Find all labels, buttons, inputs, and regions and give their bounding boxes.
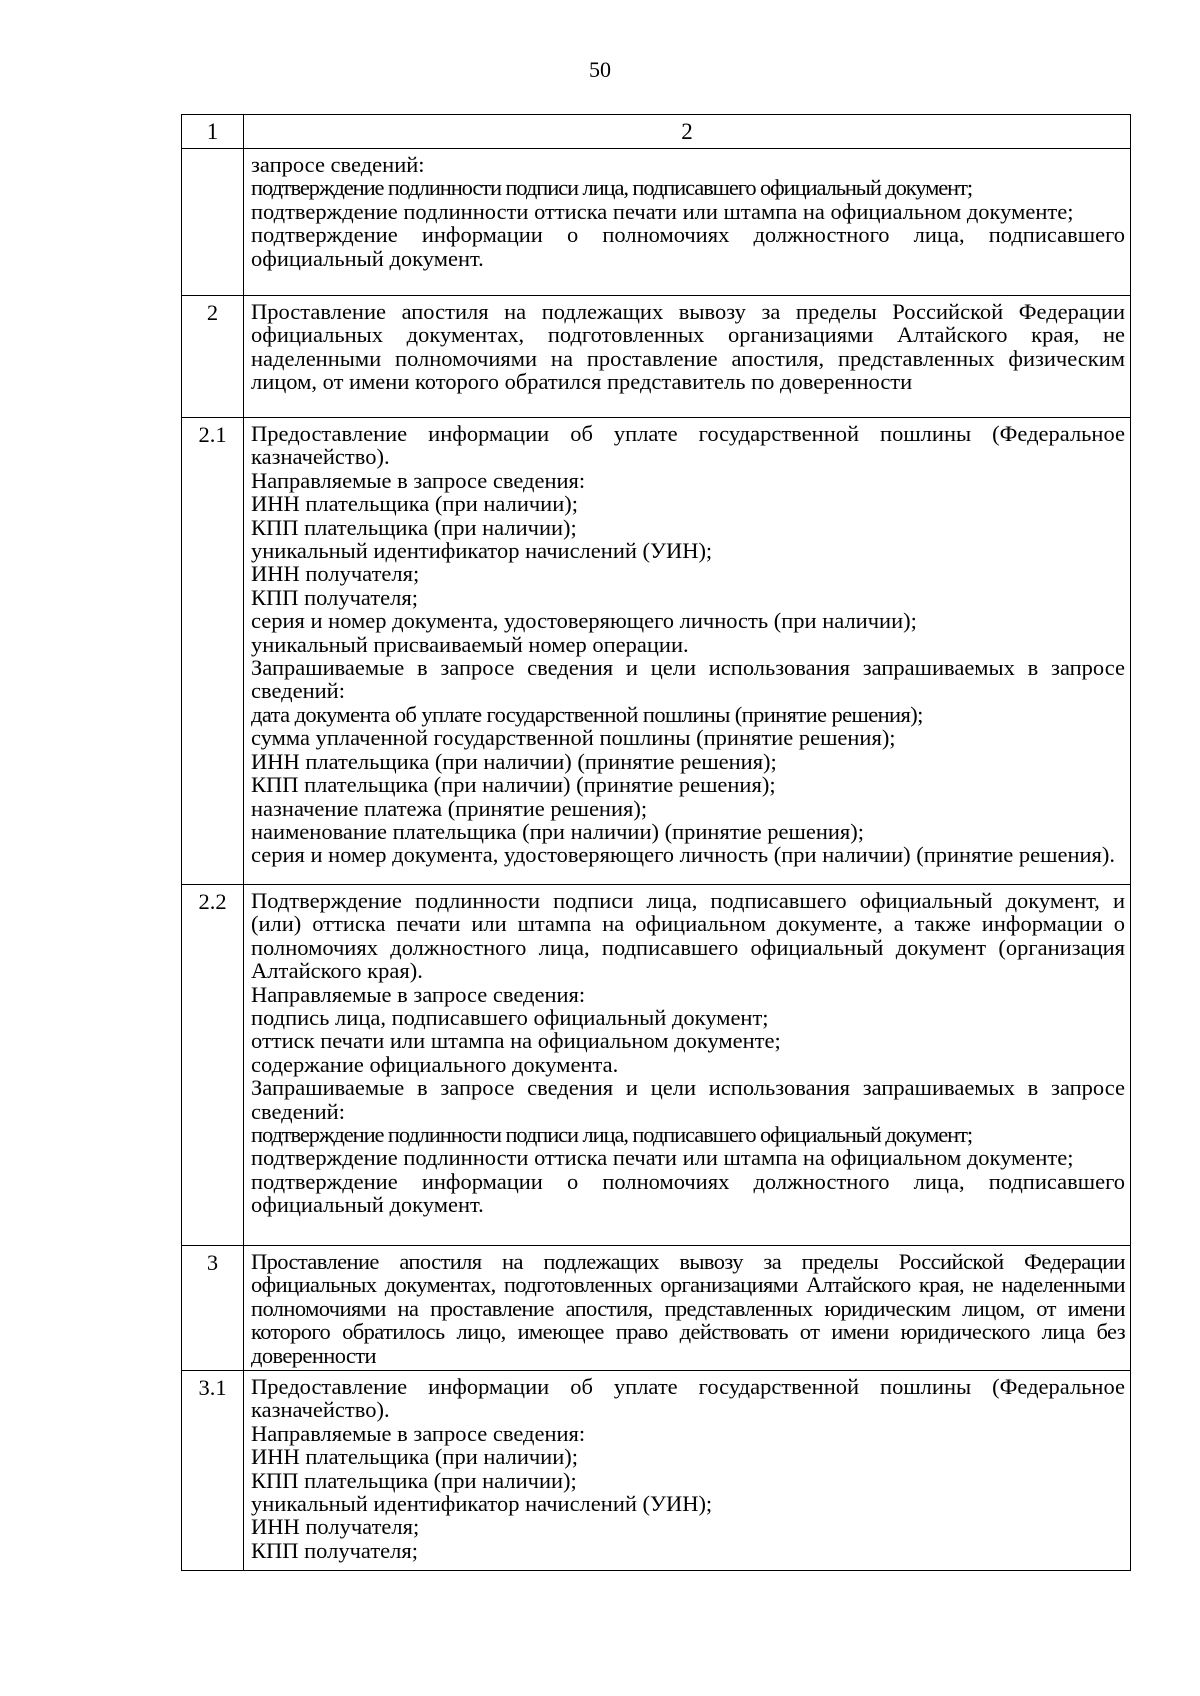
- text-line: содержание официального документа.: [251, 1051, 619, 1077]
- text-line: Проставление апостиля на подлежащих вывозу за пределы Российской Федерации официальных документах, подготовленных организациями Алтайского края, не наделенными полномочиями на проставление апостиля, представленных юридическим лицом, от имени которого обратилось лицо, имеющее право действовать от имени юридического лица без доверенности: [251, 1249, 1125, 1368]
- row-number: 2: [182, 296, 244, 418]
- page-number: 50: [589, 57, 611, 82]
- document-table: [181, 114, 1131, 1571]
- row-number: 2.1: [182, 418, 244, 885]
- row-content: [244, 885, 1131, 1246]
- table-row: [182, 149, 1131, 296]
- text-line: сумма уплаченной государственной пошлины (принятие решения);: [251, 725, 896, 751]
- text-line: подтверждение подлинности оттиска печати или штампа на официальном документе;: [251, 1145, 1074, 1171]
- row-content: [244, 1246, 1131, 1371]
- table-row: [182, 885, 1131, 1246]
- header-column-1: 1: [182, 115, 244, 149]
- text-line: КПП получателя;: [251, 1537, 418, 1563]
- text-line: Направляемые в запросе сведения:: [251, 1420, 586, 1446]
- text-line: ИНН получателя;: [251, 1514, 420, 1540]
- row-content: [244, 418, 1131, 885]
- text-line: подпись лица, подписавшего официальный документ;: [251, 1005, 769, 1031]
- text-line: подтверждение подлинности подписи лица, подписавшего официальный документ;: [251, 1122, 972, 1148]
- row-number: 3.1: [182, 1371, 244, 1571]
- row-content: [244, 296, 1131, 418]
- text-line: КПП плательщика (при наличии) (принятие решения);: [251, 772, 776, 798]
- text-line: оттиск печати или штампа на официальном документе;: [251, 1028, 781, 1054]
- table-row: [182, 1246, 1131, 1371]
- text-line: ИНН плательщика (при наличии) (принятие решения);: [251, 748, 777, 774]
- text-line: ИНН плательщика (при наличии);: [251, 1444, 579, 1470]
- text-line: ИНН получателя;: [251, 561, 420, 587]
- text-line: КПП получателя;: [251, 584, 418, 610]
- text-line: КПП плательщика (при наличии);: [251, 514, 577, 540]
- text-line: дата документа об уплате государственной пошлины (принятие решения);: [251, 701, 923, 727]
- text-line: Запрашиваемые в запросе сведения и цели использования запрашиваемых в запросе сведений:: [251, 1075, 1125, 1124]
- row-number: 3: [182, 1246, 244, 1371]
- text-line: серия и номер документа, удостоверяющего личность (при наличии);: [251, 608, 917, 634]
- text-line: подтверждение информации о полномочиях должностного лица, подписавшего официальный документ.: [251, 1168, 1125, 1218]
- header-column-2: 2: [244, 115, 1131, 149]
- table-header-row: [182, 115, 1131, 149]
- table-row: [182, 296, 1131, 418]
- text-line: наименование плательщика (при наличии) (принятие решения);: [251, 818, 865, 844]
- text-line: назначение платежа (принятие решения);: [251, 795, 648, 821]
- text-line: Запрашиваемые в запросе сведения и цели использования запрашиваемых в запросе сведений:: [251, 655, 1125, 704]
- text-line: КПП плательщика (при наличии);: [251, 1467, 577, 1493]
- text-line: уникальный идентификатор начислений (УИН);: [251, 1491, 713, 1517]
- text-line: Проставление апостиля на подлежащих вывозу за пределы Российской Федерации официальных документах, подготовленных организациями Алтайского края, не наделенными полномочиями на проставление апостиля, представленных физическим лицом, от имени которого обратился представитель по доверенности: [251, 299, 1125, 395]
- text-line: Предоставление информации об уплате государственной пошлины (Федеральное казначейство).: [251, 1374, 1125, 1423]
- table-row: [182, 418, 1131, 885]
- row-number: [182, 149, 244, 296]
- row-content: [244, 149, 1131, 296]
- text-line: Направляемые в запросе сведения:: [251, 467, 586, 493]
- text-line: серия и номер документа, удостоверяющего личность (при наличии) (принятие решения).: [251, 842, 1116, 868]
- text-line: Предоставление информации об уплате государственной пошлины (Федеральное казначейство).: [251, 421, 1125, 470]
- row-number: 2.2: [182, 885, 244, 1246]
- text-line: Направляемые в запросе сведения:: [251, 981, 586, 1007]
- row-content: [244, 1371, 1131, 1571]
- table-row: [182, 1371, 1131, 1571]
- text-line: Подтверждение подлинности подписи лица, подписавшего официальный документ, и (или) оттиска печати или штампа на официальном документе, а также информации о полномочиях должностного лица, подписавшего официальный документ (организация Алтайского края).: [251, 888, 1125, 984]
- text-line: уникальный идентификатор начислений (УИН);: [251, 538, 713, 564]
- text-line: запросе сведений:: [251, 152, 425, 177]
- text-line: подтверждение подлинности оттиска печати или штампа на официальном документе;: [251, 198, 1074, 224]
- text-line: уникальный присваиваемый номер операции.: [251, 631, 689, 657]
- text-line: подтверждение подлинности подписи лица, подписавшего официальный документ;: [251, 175, 972, 201]
- text-line: подтверждение информации о полномочиях должностного лица, подписавшего официальный документ.: [251, 222, 1125, 271]
- text-line: ИНН плательщика (при наличии);: [251, 491, 579, 517]
